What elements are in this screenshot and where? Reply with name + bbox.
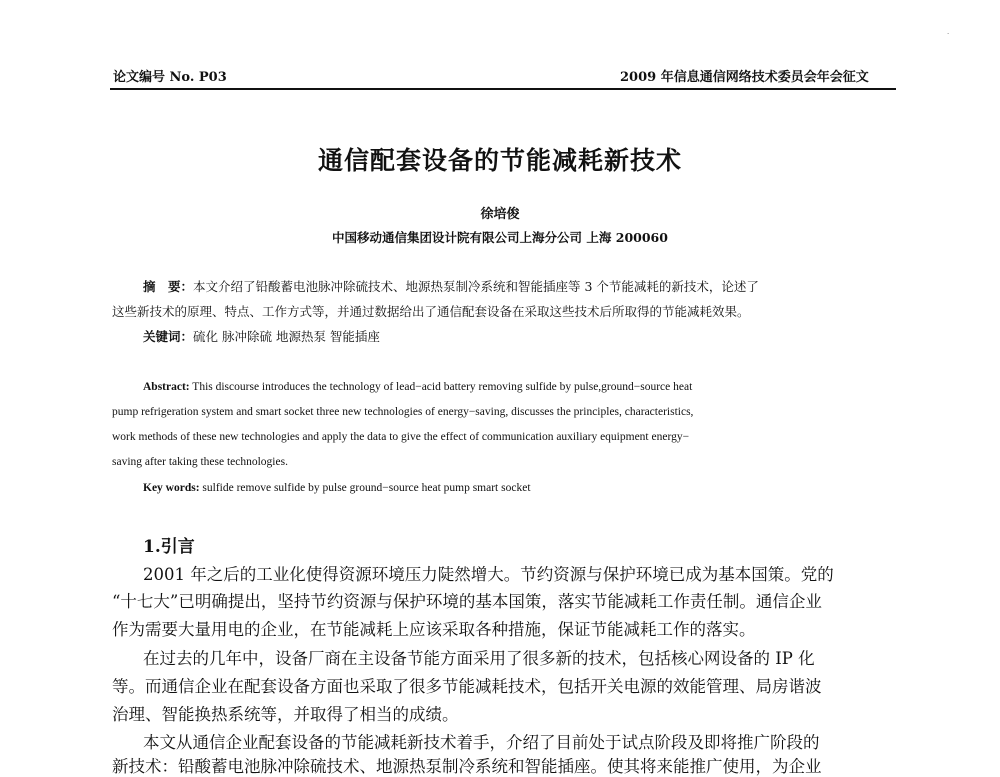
body-line: 治理、智能换热系统等，并取得了相当的成绩。 xyxy=(112,705,459,724)
keywords-cn-label: 关键词： xyxy=(143,329,194,344)
body-line: 作为需要大量用电的企业，在节能减耗上应该采取各种措施，保证节能减耗工作的落实。 xyxy=(112,620,756,639)
paper-number: 论文编号 No. P03 xyxy=(113,70,227,85)
abstract-cn-label: 摘 要： xyxy=(143,279,194,294)
abstract-cn-line xyxy=(143,277,759,295)
body-line: 新技术：铅酸蓄电池脉冲除硫技术、地源热泵制冷系统和智能插座。使其将来能推广使用，为企业 xyxy=(112,757,822,776)
keywords-en-label: Key words: xyxy=(143,482,200,494)
body-line: 本文从通信企业配套设备的节能减耗新技术着手，介绍了目前处于试点阶段及即将推广阶段的 xyxy=(143,733,820,752)
keywords-cn xyxy=(143,327,380,345)
body-line: 在过去的几年中，设备厂商在主设备节能方面采用了很多新的技术，包括核心网设备的 IP 化 xyxy=(143,649,815,668)
scan-mark: · xyxy=(947,30,950,38)
keywords-cn-text: 硫化 脉冲除硫 地源热泵 智能插座 xyxy=(193,329,380,344)
abstract-cn-line: 这些新技术的原理、特点、工作方式等，并通过数据给出了通信配套设备在采取这些技术后所取得的节能减耗效果。 xyxy=(112,304,750,319)
abstract-en-label: Abstract: xyxy=(143,381,190,393)
conference-name: 2009 年信息通信网络技术委员会年会征文 xyxy=(620,70,869,85)
body-line: 2001 年之后的工业化使得资源环境压力陡然增大。节约资源与保护环境已成为基本国策。党的 xyxy=(143,565,834,584)
abstract-en-line: saving after taking these technologies. xyxy=(112,456,288,468)
abstract-en-line: work methods of these new technologies and apply the data to give the effect of communication auxiliary equipment energy− xyxy=(112,431,690,443)
section-heading: 1.引言 xyxy=(143,537,195,557)
abstract-en-line: pump refrigeration system and smart socket three new technologies of energy−saving, discusses the principles, characteristics, xyxy=(112,406,694,418)
paper-title: 通信配套设备的节能减耗新技术 xyxy=(317,146,682,175)
author: 徐培俊 xyxy=(480,207,520,222)
abstract-en-text: This discourse introduces the technology of lead−acid battery removing sulfide by pulse,ground−source heat xyxy=(189,381,693,393)
keywords-en xyxy=(143,482,531,494)
abstract-cn-text: 本文介绍了铅酸蓄电池脉冲除硫技术、地源热泵制冷系统和智能插座等 3 个节能减耗的新技术，论述了 xyxy=(193,279,759,294)
body-line: “十七大”已明确提出，坚持节约资源与保护环境的基本国策，落实节能减耗工作责任制。通信企业 xyxy=(112,592,822,611)
header-rule xyxy=(110,88,896,90)
body-line: 等。而通信企业在配套设备方面也采取了很多节能减耗技术，包括开关电源的效能管理、局房谐波 xyxy=(112,677,822,696)
keywords-en-text: sulfide remove sulfide by pulse ground−source heat pump smart socket xyxy=(199,482,531,494)
affiliation: 中国移动通信集团设计院有限公司上海分公司 上海 200060 xyxy=(332,230,668,245)
abstract-en-line xyxy=(143,381,692,393)
